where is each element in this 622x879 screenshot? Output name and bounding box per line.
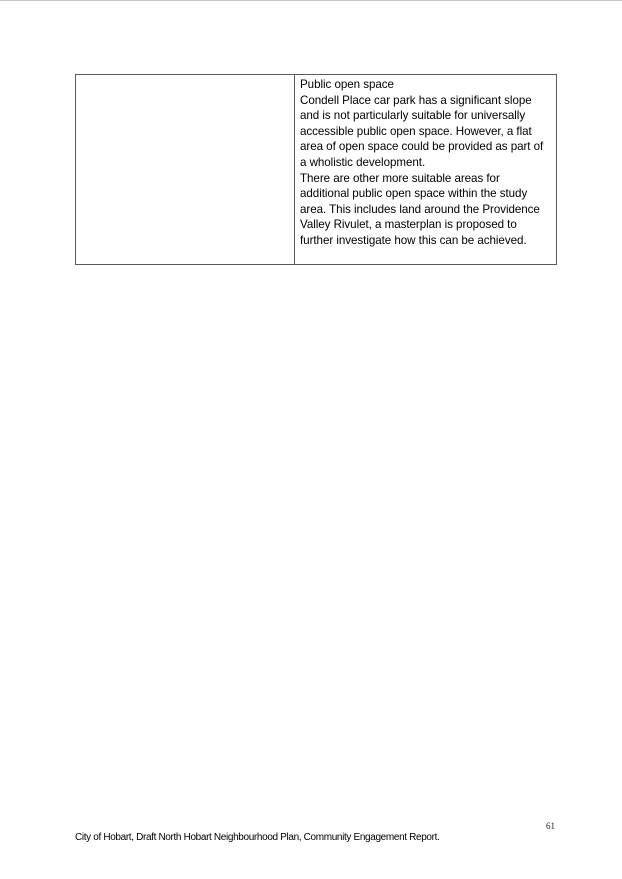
content-table <box>75 74 557 265</box>
cell-paragraph: There are other more suitable areas for additional public open space within the study area. This includes land around the Providence Valley Rivulet, a masterplan is proposed to further investigate how this can be achieved. <box>300 171 540 247</box>
cell-heading: Public open space <box>300 78 394 91</box>
cell-paragraph: Condell Place car park has a significant slope and is not particularly suitable for universally accessible public open space. However, a flat area of open space could be provided as part of a wholistic development. <box>300 93 544 169</box>
table-cell-public-open-space <box>295 75 557 265</box>
page-top-border <box>0 0 622 1</box>
table-row <box>76 75 557 265</box>
footer-report-title: City of Hobart, Draft North Hobart Neighbourhood Plan, Community Engagement Report. <box>75 832 440 843</box>
page-number: 61 <box>546 821 555 831</box>
table-cell-left-empty <box>76 75 295 265</box>
